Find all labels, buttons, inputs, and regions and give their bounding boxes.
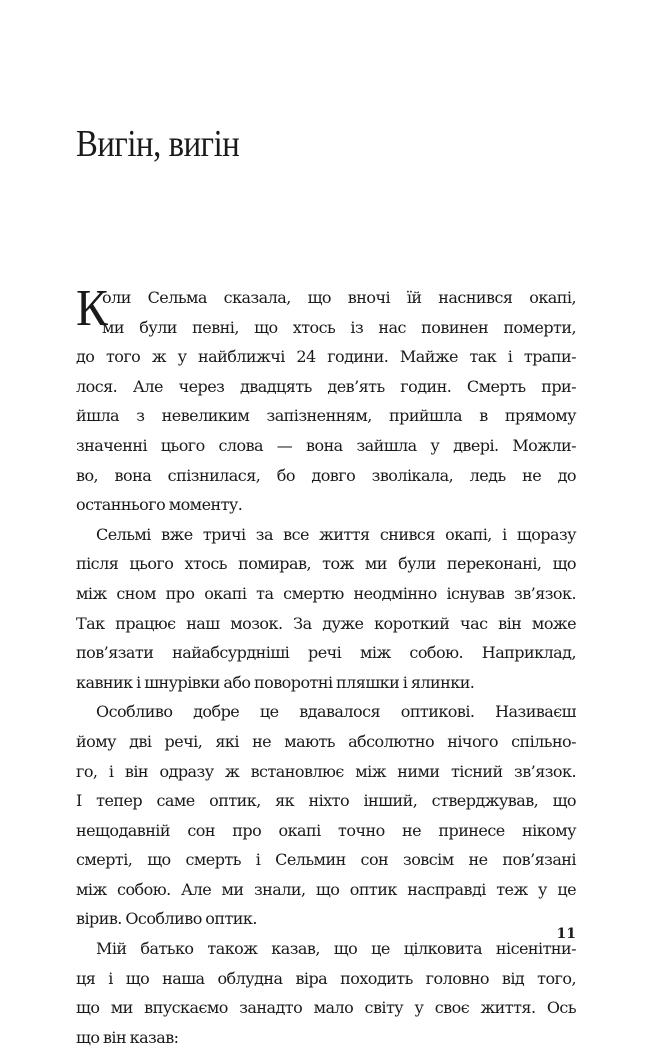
text-line: Сельмі вже тричі за все життя снився окапі, і щоразу bbox=[96, 524, 576, 544]
text-line: що він казав: bbox=[76, 1027, 179, 1047]
text-line: Так працює наш мозок. За дуже короткий час він може bbox=[76, 613, 576, 633]
text-line: між сном про окапі та смертю неодмінно існував зв’язок. bbox=[76, 583, 576, 603]
text-line: нещодавній сон про окапі точно не принесе нікому bbox=[76, 820, 576, 840]
text-line: значенні цього слова — вона зайшла у двері. Можли- bbox=[76, 435, 576, 455]
text-line: оли Сельма сказала, що вночі їй наснився окапі, bbox=[102, 288, 576, 307]
text-line: Мій батько також казав, що це цілковита нісенітни- bbox=[96, 939, 576, 959]
text-line: кавник і шнурівки або поворотні пляшки і ялинки. bbox=[76, 672, 475, 692]
text-line: І тепер саме оптик, як ніхто інший, стверджував, що bbox=[76, 791, 576, 811]
drop-cap-letter: К bbox=[76, 280, 108, 337]
text-line: пов’язати найабсурдніші речі між собою. Наприклад, bbox=[76, 643, 576, 663]
text-line: Особливо добре це вдавалося оптикові. Називаєш bbox=[96, 702, 576, 722]
text-line: лося. Але через двадцять дев’ять годин. Смерть при- bbox=[76, 376, 576, 396]
text-line: ми були певні, що хтось із нас повинен померти, bbox=[102, 317, 576, 337]
body-text bbox=[76, 280, 576, 1052]
text-line: го, і він одразу ж встановлює між ними тісний зв’язок. bbox=[76, 761, 576, 781]
text-line: смерті, що смерть і Сельмин сон зовсім не пов’язані bbox=[76, 850, 576, 870]
text-line: ця і що наша облудна віра походить головно від того, bbox=[76, 968, 576, 988]
text-line: во, вона спізнилася, бо довго зволікала, ледь не до bbox=[76, 465, 576, 485]
text-line: після цього хтось помирав, тож ми були переконані, що bbox=[76, 554, 576, 574]
text-line: до того ж у найближчі 24 години. Майже так і трапи- bbox=[76, 347, 576, 367]
text-line: між собою. Але ми знали, що оптик насправді теж у це bbox=[76, 879, 576, 899]
text-line: йому дві речі, які не мають абсолютно нічого спільно- bbox=[76, 731, 576, 751]
page-number: 11 bbox=[556, 926, 576, 942]
text-line: що ми впускаємо занадто мало світу у своє життя. Ось bbox=[76, 998, 576, 1018]
text-line: йшла з невеликим запізненням, прийшла в прямому bbox=[76, 406, 576, 426]
text-line: останнього моменту. bbox=[76, 495, 243, 515]
text-line: вірив. Особливо оптик. bbox=[76, 909, 257, 929]
chapter-title: Вигін, вигін bbox=[76, 123, 240, 165]
